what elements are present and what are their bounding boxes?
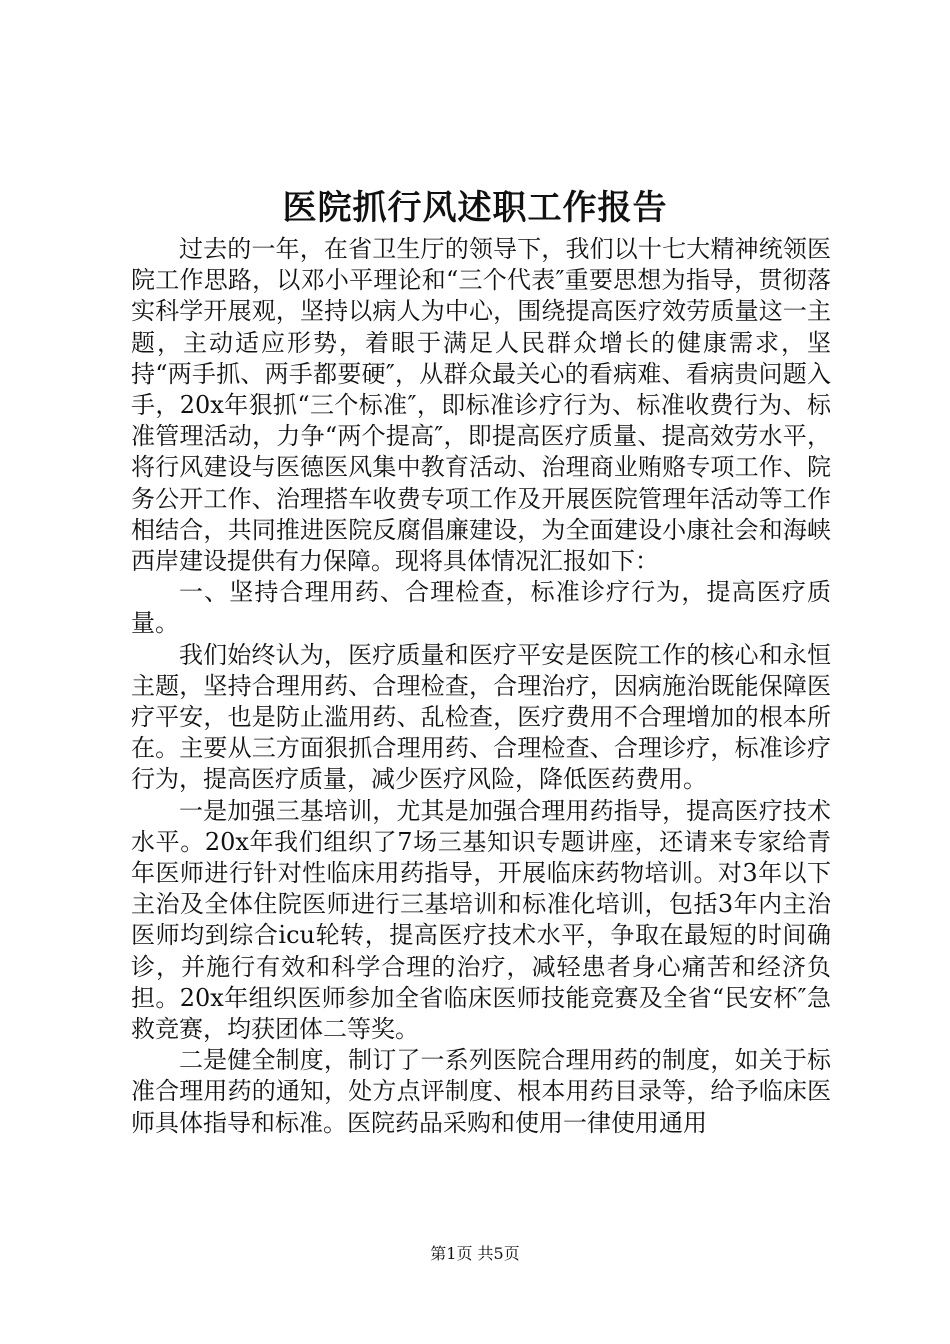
paragraph-training: 一是加强三基培训，尤其是加强合理用药指导，提高医疗技术水平。20x年我们组织了7场三基知识专题讲座，还请来专家给青年医师进行针对性临床用药指导，开展临床药物培训。对3年以下主治及全体住院医师进行三基培训和标准化培训，包括3年内主治医师均到综合icu轮转，提高医疗技术水平，争取在最短的时间确诊，并施行有效和科学合理的治疗，减轻患者身心痛苦和经济负担。20x年组织医师参加全省临床医师技能竞赛及全省“民安杯″急救竞赛，均获团体二等奖。 bbox=[131, 796, 831, 1044]
paragraph-intro: 过去的一年，在省卫生厅的领导下，我们以十七大精神统领医院工作思路，以邓小平理论和“三个代表″重要思想为指导，贯彻落实科学开展观，坚持以病人为中心，围绕提高医疗效劳质量这一主题，主动适应形势，着眼于满足人民群众增长的健康需求，坚持“两手抓、两手都要硬″，从群众最关心的看病难、看病贵问题入手，20x年狠抓“三个标准″，即标准诊疗行为、标准收费行为、标准管理活动，力争“两个提高″，即提高医疗质量、提高效劳水平，将行风建设与医德医风集中教育活动、治理商业贿赂专项工作、院务公开工作、治理搭车收费专项工作及开展医院管理年活动等工作相结合，共同推进医院反腐倡廉建设，为全面建设小康社会和海峡西岸建设提供有力保障。现将具体情况汇报如下： bbox=[131, 235, 831, 576]
paragraph-section-heading: 一、坚持合理用药、合理检查，标准诊疗行为，提高医疗质量。 bbox=[131, 578, 831, 638]
document-title: 医院抓行风述职工作报告 bbox=[282, 188, 668, 228]
paragraph-quality: 我们始终认为，医疗质量和医疗平安是医院工作的核心和永恒主题，坚持合理用药、合理检查，合理治疗，因病施治既能保障医疗平安，也是防止滥用药、乱检查，医疗费用不合理增加的根本所在。主要从三方面狠抓合理用药、合理检查、合理诊疗，标准诊疗行为，提高医疗质量，减少医疗风险，降低医药费用。 bbox=[131, 640, 831, 794]
paragraph-regulations: 二是健全制度，制订了一系列医院合理用药的制度，如关于标准合理用药的通知，处方点评制度、根本用药目录等，给予临床医师具体指导和标准。医院药品采购和使用一律使用通用 bbox=[131, 1046, 831, 1137]
document-body bbox=[131, 234, 831, 1139]
page-number-footer: 第1页 共5页 bbox=[430, 1244, 520, 1263]
